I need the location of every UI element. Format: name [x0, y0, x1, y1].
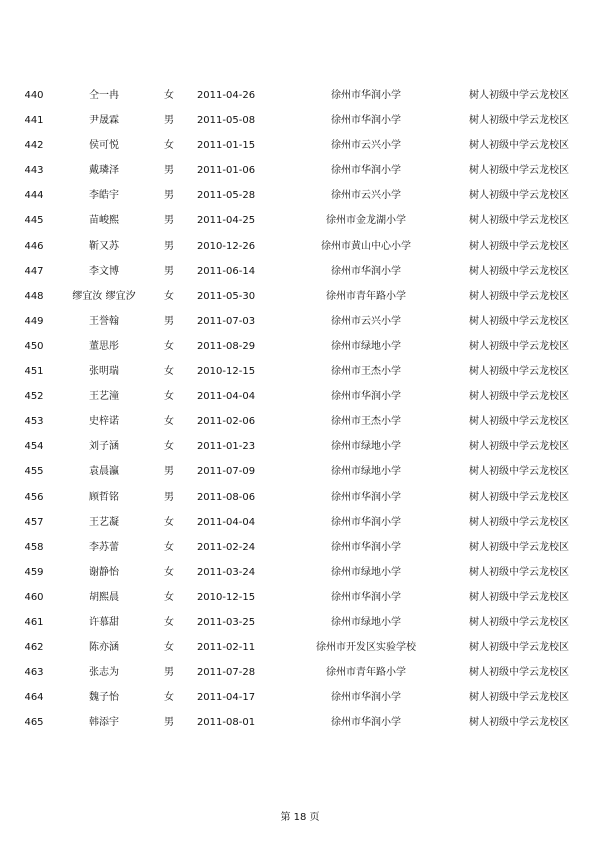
student-name: 韩添宇 [89, 717, 119, 729]
birth-date: 2011-07-28 [196, 667, 256, 679]
primary-school: 徐州市华润小学 [331, 692, 401, 704]
assigned-school: 树人初级中学云龙校区 [469, 441, 569, 453]
birth-date: 2011-08-01 [196, 717, 256, 729]
student-name: 侯可悦 [89, 140, 119, 152]
primary-school: 徐州市华润小学 [331, 541, 401, 553]
table-row [0, 560, 600, 585]
student-name: 董思彤 [89, 340, 119, 352]
student-gender: 男 [164, 115, 174, 127]
table-row [0, 334, 600, 359]
assigned-school: 树人初级中学云龙校区 [469, 215, 569, 227]
student-name: 张明瑞 [89, 366, 119, 378]
student-name: 顾哲铭 [89, 491, 119, 503]
student-name: 史梓诺 [89, 416, 119, 428]
student-name: 刘子涵 [89, 441, 119, 453]
assigned-school: 树人初级中学云龙校区 [469, 416, 569, 428]
student-gender: 女 [164, 591, 174, 603]
birth-date: 2011-02-24 [196, 541, 256, 553]
student-name: 魏子怡 [89, 692, 119, 704]
row-number: 443 [24, 165, 44, 177]
assigned-school: 树人初级中学云龙校区 [469, 140, 569, 152]
primary-school: 徐州市云兴小学 [331, 190, 401, 202]
birth-date: 2011-08-29 [196, 340, 256, 352]
student-name: 王艺凝 [89, 516, 119, 528]
birth-date: 2011-04-25 [196, 215, 256, 227]
primary-school: 徐州市华润小学 [331, 717, 401, 729]
student-name: 王誉翰 [89, 315, 119, 327]
birth-date: 2011-03-25 [196, 616, 256, 628]
student-name: 李苏蕾 [89, 541, 119, 553]
table-row [0, 485, 600, 510]
table-row [0, 259, 600, 284]
birth-date: 2011-04-04 [196, 516, 256, 528]
birth-date: 2011-05-28 [196, 190, 256, 202]
table-row [0, 660, 600, 685]
birth-date: 2010-12-15 [196, 366, 256, 378]
table-row [0, 83, 600, 108]
table-row [0, 309, 600, 334]
assigned-school: 树人初级中学云龙校区 [469, 616, 569, 628]
row-number: 442 [24, 140, 44, 152]
row-number: 452 [24, 391, 44, 403]
primary-school: 徐州市绿地小学 [331, 466, 401, 478]
assigned-school: 树人初级中学云龙校区 [469, 466, 569, 478]
student-gender: 女 [164, 516, 174, 528]
row-number: 449 [24, 315, 44, 327]
student-gender: 男 [164, 265, 174, 277]
student-name: 李皓宇 [89, 190, 119, 202]
birth-date: 2011-02-11 [196, 642, 256, 654]
assigned-school: 树人初级中学云龙校区 [469, 591, 569, 603]
row-number: 453 [24, 416, 44, 428]
birth-date: 2011-02-06 [196, 416, 256, 428]
student-gender: 女 [164, 340, 174, 352]
birth-date: 2011-07-09 [196, 466, 256, 478]
primary-school: 徐州市华润小学 [331, 391, 401, 403]
primary-school: 徐州市云兴小学 [331, 140, 401, 152]
birth-date: 2010-12-26 [196, 240, 256, 252]
birth-date: 2011-07-03 [196, 315, 256, 327]
birth-date: 2011-01-15 [196, 140, 256, 152]
student-gender: 女 [164, 616, 174, 628]
table-row [0, 535, 600, 560]
row-number: 444 [24, 190, 44, 202]
table-row [0, 409, 600, 434]
student-gender: 女 [164, 416, 174, 428]
table-row [0, 434, 600, 459]
table-row [0, 610, 600, 635]
assigned-school: 树人初级中学云龙校区 [469, 717, 569, 729]
student-name: 胡熙晨 [89, 591, 119, 603]
student-gender: 女 [164, 642, 174, 654]
table-row [0, 284, 600, 309]
row-number: 457 [24, 516, 44, 528]
row-number: 463 [24, 667, 44, 679]
assigned-school: 树人初级中学云龙校区 [469, 541, 569, 553]
page-number: 第 18 页 [280, 812, 320, 823]
row-number: 440 [24, 90, 44, 101]
student-gender: 男 [164, 466, 174, 478]
row-number: 451 [24, 366, 44, 378]
assigned-school: 树人初级中学云龙校区 [469, 642, 569, 654]
assigned-school: 树人初级中学云龙校区 [469, 115, 569, 127]
birth-date: 2011-05-30 [196, 290, 256, 302]
assigned-school: 树人初级中学云龙校区 [469, 566, 569, 578]
assigned-school: 树人初级中学云龙校区 [469, 290, 569, 302]
student-name: 王艺潼 [89, 391, 119, 403]
table-row [0, 234, 600, 259]
student-gender: 男 [164, 717, 174, 729]
table-row [0, 459, 600, 484]
row-number: 461 [24, 616, 44, 628]
assigned-school: 树人初级中学云龙校区 [469, 315, 569, 327]
table-row [0, 685, 600, 710]
row-number: 445 [24, 215, 44, 227]
primary-school: 徐州市华润小学 [331, 265, 401, 277]
primary-school: 徐州市华润小学 [331, 165, 401, 177]
table-row [0, 208, 600, 233]
student-name: 仝一冉 [89, 90, 119, 101]
assigned-school: 树人初级中学云龙校区 [469, 516, 569, 528]
table-row [0, 585, 600, 610]
student-name: 陈亦涵 [89, 642, 119, 654]
primary-school: 徐州市绿地小学 [331, 441, 401, 453]
assigned-school: 树人初级中学云龙校区 [469, 491, 569, 503]
student-name: 靳又苏 [89, 240, 119, 252]
primary-school: 徐州市华润小学 [331, 90, 401, 101]
student-gender: 女 [164, 140, 174, 152]
assigned-school: 树人初级中学云龙校区 [469, 90, 569, 101]
birth-date: 2011-04-04 [196, 391, 256, 403]
row-number: 455 [24, 466, 44, 478]
student-name: 谢静怡 [89, 566, 119, 578]
birth-date: 2011-01-06 [196, 165, 256, 177]
row-number: 448 [24, 290, 44, 302]
assigned-school: 树人初级中学云龙校区 [469, 190, 569, 202]
table-row [0, 108, 600, 133]
primary-school: 徐州市青年路小学 [326, 290, 406, 302]
student-gender: 女 [164, 391, 174, 403]
table-row [0, 359, 600, 384]
student-gender: 男 [164, 165, 174, 177]
assigned-school: 树人初级中学云龙校区 [469, 692, 569, 704]
row-number: 441 [24, 115, 44, 127]
table-row [0, 384, 600, 409]
row-number: 464 [24, 692, 44, 704]
primary-school: 徐州市金龙湖小学 [326, 215, 406, 227]
student-name: 缪宜汝 缪宜汐 [72, 290, 136, 302]
student-name: 许慕甜 [89, 616, 119, 628]
primary-school: 徐州市华润小学 [331, 591, 401, 603]
assigned-school: 树人初级中学云龙校区 [469, 391, 569, 403]
primary-school: 徐州市王杰小学 [331, 366, 401, 378]
student-gender: 男 [164, 240, 174, 252]
student-gender: 男 [164, 491, 174, 503]
student-gender: 女 [164, 692, 174, 704]
primary-school: 徐州市华润小学 [331, 115, 401, 127]
birth-date: 2011-04-26 [196, 90, 256, 101]
table-row [0, 133, 600, 158]
row-number: 446 [24, 240, 44, 252]
assigned-school: 树人初级中学云龙校区 [469, 240, 569, 252]
row-number: 462 [24, 642, 44, 654]
birth-date: 2011-05-08 [196, 115, 256, 127]
primary-school: 徐州市绿地小学 [331, 340, 401, 352]
primary-school: 徐州市绿地小学 [331, 616, 401, 628]
student-gender: 男 [164, 190, 174, 202]
student-name: 袁晨瀛 [89, 466, 119, 478]
birth-date: 2011-06-14 [196, 265, 256, 277]
table-row [0, 510, 600, 535]
assigned-school: 树人初级中学云龙校区 [469, 340, 569, 352]
primary-school: 徐州市黄山中心小学 [321, 240, 411, 252]
row-number: 460 [24, 591, 44, 603]
primary-school: 徐州市华润小学 [331, 516, 401, 528]
student-gender: 男 [164, 215, 174, 227]
primary-school: 徐州市云兴小学 [331, 315, 401, 327]
birth-date: 2011-04-17 [196, 692, 256, 704]
birth-date: 2011-03-24 [196, 566, 256, 578]
birth-date: 2011-08-06 [196, 491, 256, 503]
primary-school: 徐州市开发区实验学校 [316, 642, 416, 654]
row-number: 459 [24, 566, 44, 578]
primary-school: 徐州市绿地小学 [331, 566, 401, 578]
assigned-school: 树人初级中学云龙校区 [469, 667, 569, 679]
table-row [0, 158, 600, 183]
row-number: 458 [24, 541, 44, 553]
student-gender: 男 [164, 315, 174, 327]
student-name: 尹晟霖 [89, 115, 119, 127]
row-number: 447 [24, 265, 44, 277]
student-gender: 女 [164, 90, 174, 101]
student-gender: 女 [164, 290, 174, 302]
student-name: 李文博 [89, 265, 119, 277]
primary-school: 徐州市青年路小学 [326, 667, 406, 679]
student-name: 戴璘泽 [89, 165, 119, 177]
student-gender: 女 [164, 541, 174, 553]
birth-date: 2011-01-23 [196, 441, 256, 453]
assigned-school: 树人初级中学云龙校区 [469, 366, 569, 378]
student-gender: 女 [164, 366, 174, 378]
primary-school: 徐州市华润小学 [331, 491, 401, 503]
student-name: 苗峻熙 [89, 215, 119, 227]
table-row [0, 183, 600, 208]
student-list [0, 83, 600, 735]
student-name: 张志为 [89, 667, 119, 679]
row-number: 456 [24, 491, 44, 503]
row-number: 465 [24, 717, 44, 729]
assigned-school: 树人初级中学云龙校区 [469, 265, 569, 277]
row-number: 450 [24, 340, 44, 352]
table-row [0, 635, 600, 660]
birth-date: 2010-12-15 [196, 591, 256, 603]
assigned-school: 树人初级中学云龙校区 [469, 165, 569, 177]
primary-school: 徐州市王杰小学 [331, 416, 401, 428]
table-row [0, 710, 600, 735]
student-gender: 女 [164, 566, 174, 578]
student-gender: 女 [164, 441, 174, 453]
student-gender: 男 [164, 667, 174, 679]
row-number: 454 [24, 441, 44, 453]
